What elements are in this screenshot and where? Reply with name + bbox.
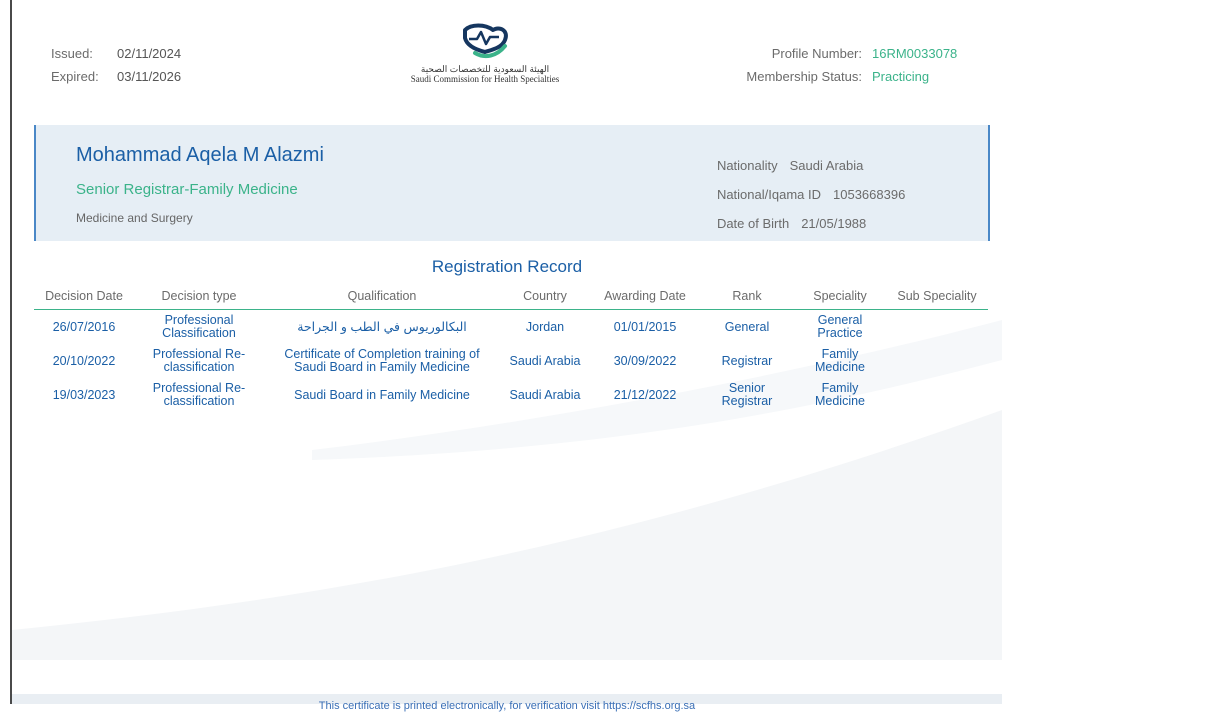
column-header: Decision Date [34, 285, 134, 310]
column-header: Rank [700, 285, 794, 310]
country-cell: Jordan [525, 319, 565, 334]
awarding-date-cell: 30/09/2022 [613, 353, 677, 368]
membership-row [746, 65, 972, 88]
decision-date-cell: 19/03/2023 [52, 387, 116, 402]
scfhs-logo [380, 22, 590, 84]
speciality-cell: Family Medicine [814, 381, 866, 408]
dob-value: 21/05/1988 [801, 216, 867, 231]
id-row [717, 180, 908, 209]
sub-speciality-cell [886, 310, 988, 345]
country-cell: Saudi Arabia [509, 353, 581, 368]
profile-number-row [746, 42, 972, 65]
decision-type-cell: Professional Re-classification [152, 347, 246, 374]
speciality-cell: Family Medicine [814, 347, 866, 374]
decision-date-cell: 20/10/2022 [52, 353, 116, 368]
rank-cell: Senior Registrar [721, 381, 773, 408]
logo-english-text: Saudi Commission for Health Specialties [410, 74, 560, 84]
column-header: Decision type [134, 285, 264, 310]
qualification-cell: البكالوريوس في الطب و الجراحة [297, 319, 467, 334]
registration-table [34, 285, 988, 412]
profile-number-value: 16RM0033078 [872, 46, 958, 61]
table-row [34, 378, 988, 412]
issued-value: 02/11/2024 [117, 46, 182, 61]
speciality-cell: General Practice [817, 313, 863, 340]
membership-label: Membership Status: [746, 69, 862, 84]
rank-cell: General [724, 319, 770, 334]
footer-verification-text: This certificate is printed electronically, for verification visit https://scfhs.org.sa [318, 700, 696, 712]
personal-info [717, 151, 908, 238]
column-header: Country [500, 285, 590, 310]
expired-value: 03/11/2026 [117, 69, 182, 84]
id-value: 1053668396 [833, 187, 906, 202]
table-row [34, 310, 988, 345]
expired-label: Expired: [51, 69, 99, 84]
qualification-cell: Certificate of Completion training of Saudi Board in Family Medicine [284, 347, 480, 374]
sub-speciality-cell [886, 378, 988, 412]
issued-row [51, 42, 181, 65]
id-label: National/Iqama ID [716, 187, 821, 202]
expired-row [51, 65, 181, 88]
awarding-date-cell: 01/01/2015 [613, 319, 677, 334]
country-cell: Saudi Arabia [509, 387, 581, 402]
sub-speciality-cell [886, 344, 988, 378]
table-row [34, 344, 988, 378]
decision-type-cell: Professional Classification [162, 313, 236, 340]
column-header: Awarding Date [590, 285, 700, 310]
registration-record-title: Registration Record [431, 257, 583, 276]
profile-panel [34, 125, 990, 241]
table-header-row [34, 285, 988, 310]
issue-dates [51, 42, 181, 88]
profile-meta [746, 42, 972, 88]
column-header: Qualification [264, 285, 500, 310]
nationality-value: Saudi Arabia [789, 158, 864, 173]
profile-number-label: Profile Number: [771, 46, 862, 61]
membership-value: Practicing [872, 69, 930, 84]
awarding-date-cell: 21/12/2022 [613, 387, 677, 402]
logo-emblem-icon [455, 22, 515, 60]
dob-row [717, 209, 908, 238]
issued-label: Issued: [51, 46, 93, 61]
person-name: Mohammad Aqela M Alazmi [76, 144, 324, 166]
nationality-label: Nationality [716, 158, 778, 173]
decision-date-cell: 26/07/2016 [52, 319, 116, 334]
logo-arabic-text: الهيئة السعودية للتخصصات الصحية [420, 64, 550, 74]
dob-label: Date of Birth [716, 216, 790, 231]
column-header: Speciality [794, 285, 886, 310]
rank-cell: Registrar [721, 353, 773, 368]
department: Medicine and Surgery [76, 211, 193, 225]
job-title: Senior Registrar-Family Medicine [76, 181, 298, 198]
decision-type-cell: Professional Re-classification [152, 381, 246, 408]
nationality-row [717, 151, 908, 180]
column-header: Sub Speciality [886, 285, 988, 310]
qualification-cell: Saudi Board in Family Medicine [294, 387, 470, 402]
